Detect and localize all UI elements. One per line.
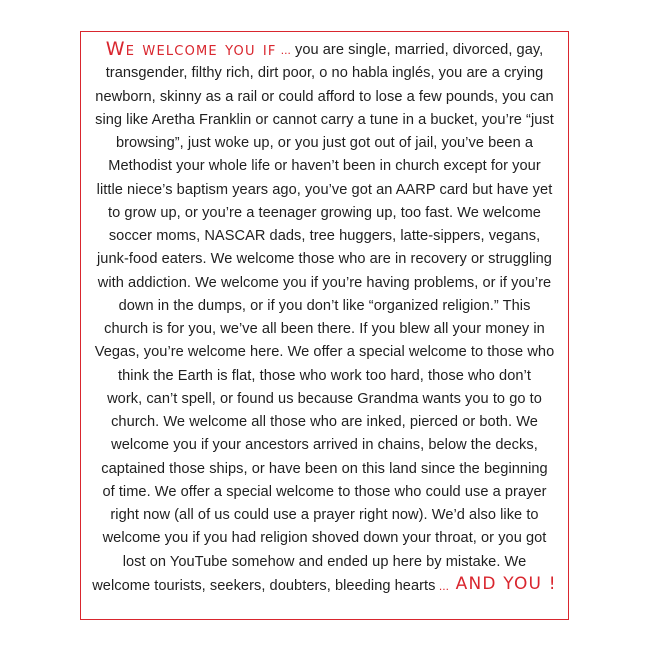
closing-ellipsis: ... [435, 578, 450, 593]
welcome-heading: We welcome you if [105, 38, 277, 60]
heading-continuation: you are single, married, divorced, gay, [290, 42, 544, 58]
body-line: lost on YouTube somehow and ended up here by mistake. We [122, 553, 527, 570]
body-line: down in the dumps, or if you don’t like “organized religion.” This [118, 297, 531, 314]
body-line: sing like Aretha Franklin or cannot carry a tune in a bucket, you’re “just [95, 111, 554, 128]
body-line: newborn, skinny as a rail or could afford to lose a few pounds, you can [95, 88, 554, 105]
body-line: junk-food eaters. We welcome those who are in recovery or struggling [97, 251, 552, 268]
body-line: right now (all of us could use a prayer right now). We’d also like to [110, 507, 539, 523]
body-line: work, can’t spell, or found us because Grandma wants you to go to [107, 390, 542, 407]
closing-text: welcome tourists, seekers, doubters, bleeding hearts [92, 577, 436, 594]
body-line: little niece’s baptism years ago, you’ve got an AARP card but have yet [96, 181, 553, 198]
welcome-statement [84, 37, 565, 598]
body-line: church is for you, we’ve all been there. If you blew all your money in [104, 321, 545, 337]
body-line: Vegas, you’re welcome here. We offer a special welcome to those who [94, 344, 555, 361]
heading-line [84, 37, 565, 62]
and-you-closing: AND YOU ! [449, 573, 557, 594]
body-line: think the Earth is flat, those who work too hard, those who don’t [118, 367, 531, 384]
body-line: to grow up, or you’re a teenager growing up, too fast. We welcome [108, 204, 541, 221]
heading-ellipsis: ... [280, 43, 291, 57]
body-line: welcome you if you had religion shoved down your throat, or you got [102, 530, 547, 547]
body-line: Methodist your whole life or haven’t been in church except for your [108, 158, 541, 175]
body-line: of time. We offer a special welcome to those who could use a prayer [102, 483, 547, 500]
body-line: browsing”, just woke up, or you just got out of jail, you’ve been a [115, 135, 534, 151]
body-line: with addiction. We welcome you if you’re having problems, or if you’re [97, 274, 552, 291]
body-line: captained those ships, or have been on this land since the beginning [101, 460, 548, 477]
body-line: welcome you if your ancestors arrived in chains, below the decks, [111, 437, 538, 454]
body-line: transgender, filthy rich, dirt poor, o no habla inglés, you are a crying [105, 65, 544, 82]
body-line: church. We welcome all those who are inked, pierced or both. We [111, 414, 538, 430]
closing-line [84, 574, 565, 598]
body-line: soccer moms, NASCAR dads, tree huggers, latte-sippers, vegans, [108, 228, 541, 244]
